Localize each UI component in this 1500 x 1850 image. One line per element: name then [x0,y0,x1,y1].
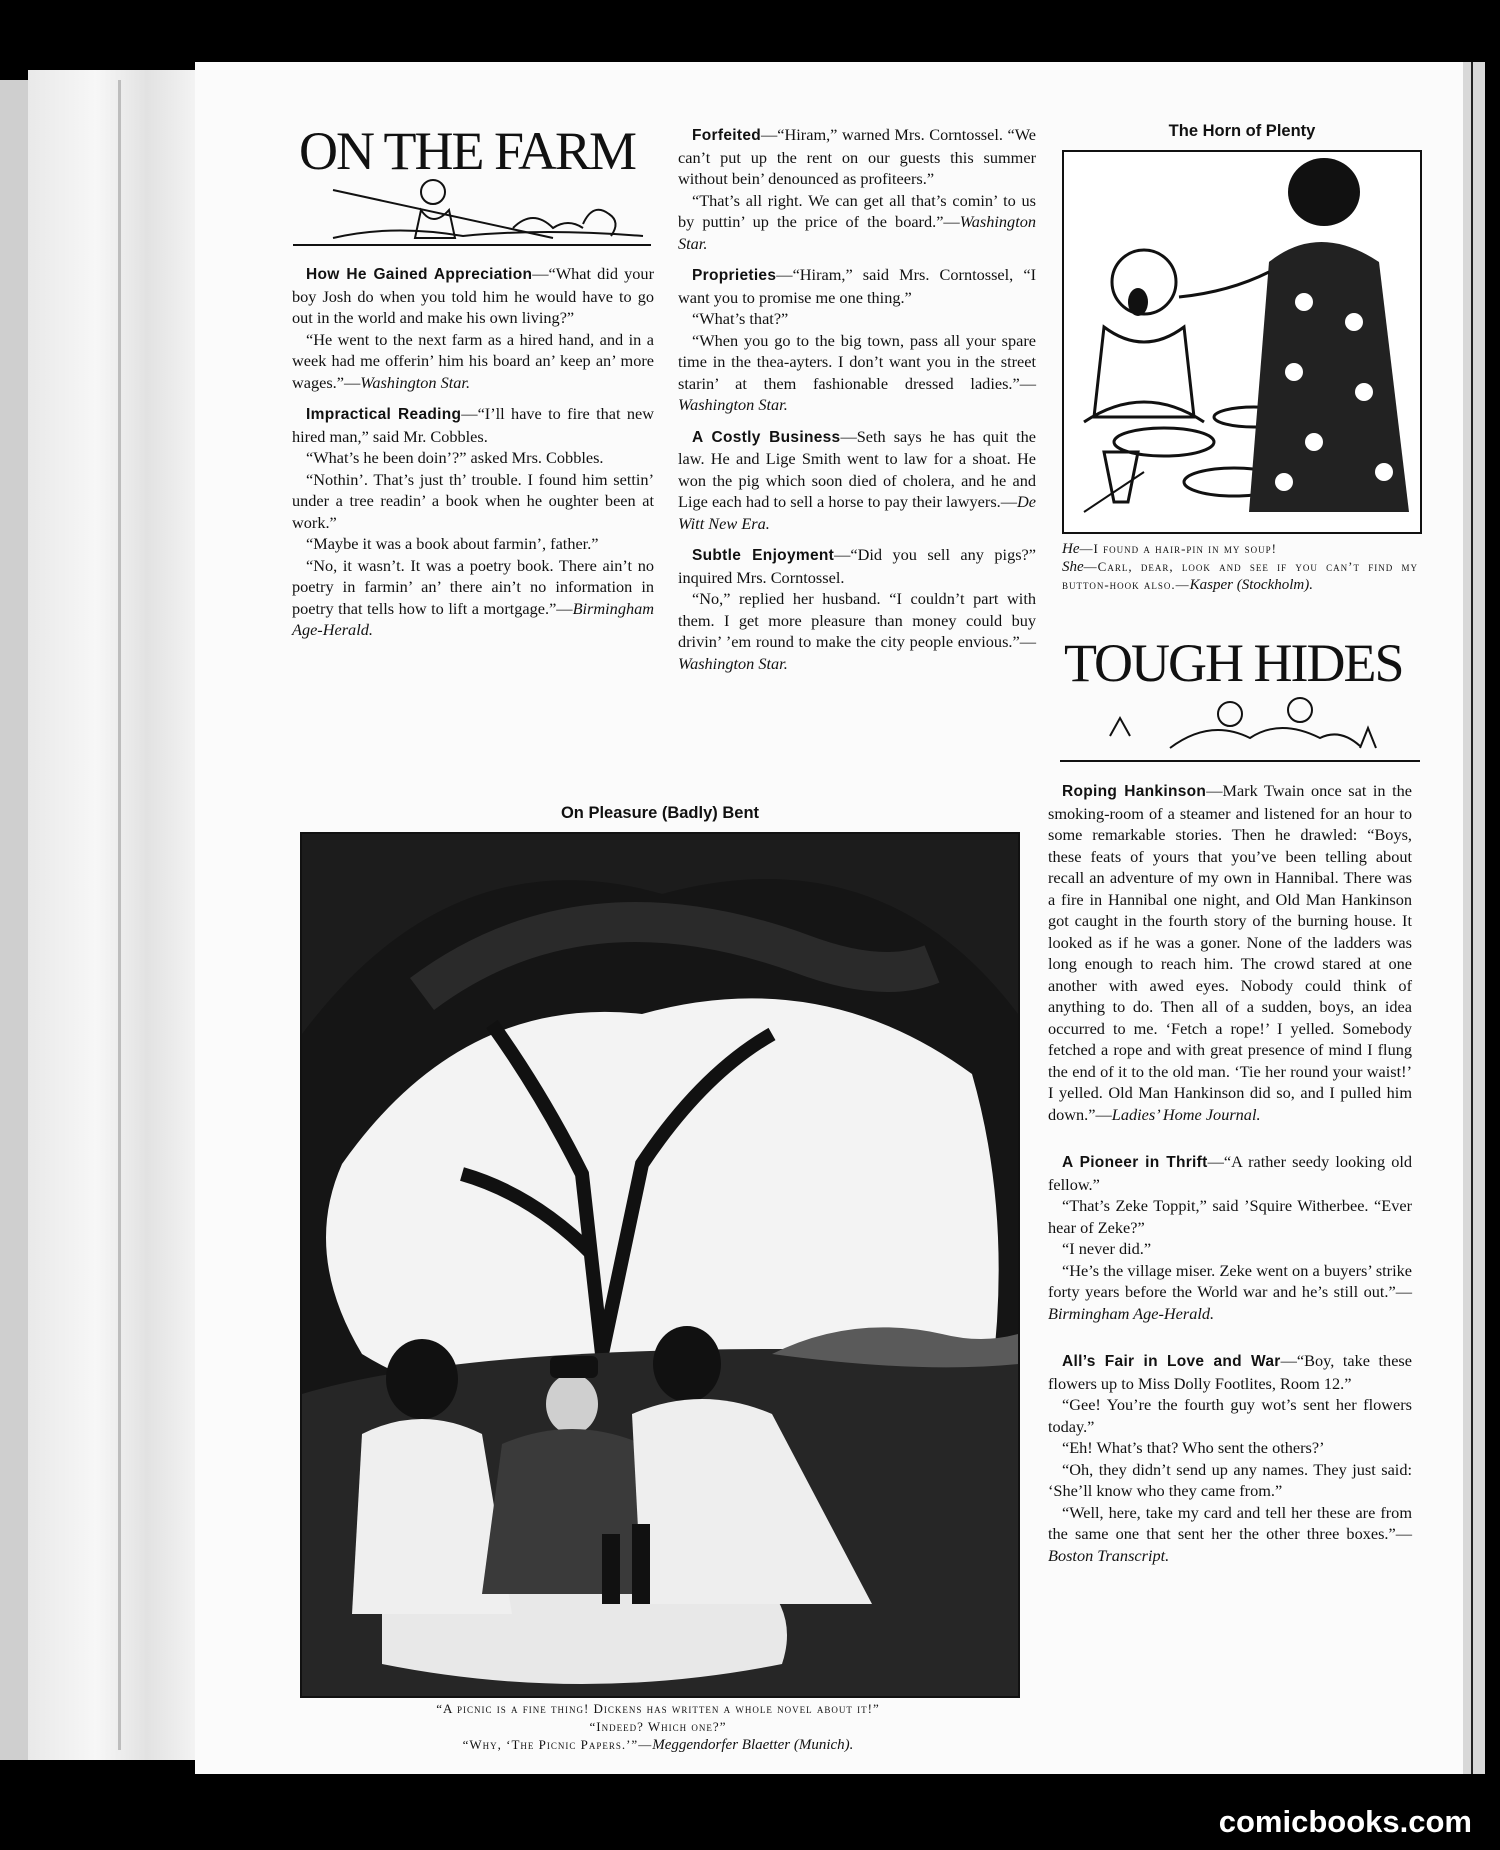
item-lead: Seth says he has quit the law. He and Lige Smith went to law for a shoat. He won the pig which soon died of cholera, and he and Lige each had to sell a horse to pay their lawyers.— [678,426,1036,511]
caption-source: Meggendorfer Blaetter (Munich). [652,1737,854,1753]
item-paragraph: “He went to the next farm as a hired hand, and in a week had me offerin’ him his board an’ keep an’ more wages.”— [292,329,654,392]
cartoon-caption [1062,540,1418,594]
item-title: Subtle Enjoyment [692,547,835,564]
item-paragraph: “Oh, they didn’t send up any names. They just said: ‘She’ll know who they came from.” [1048,1459,1412,1500]
item-paragraph: “When you go to the big town, pass all your spare time in the thea-ayters. I don’t want you in the street starin’ at them fashionable dressed ladies.”— [678,330,1036,393]
picnic-caption [300,1700,1016,1754]
caption-line: —I found a hair-pin in my soup! [1079,541,1277,556]
item-source: De Witt New Era. [678,492,1036,533]
item-source: Washington Star. [678,395,788,414]
farm-heading-art [293,120,651,246]
middle-item-4: Subtle Enjoyment—“Did you sell any pigs?” inquired Mrs. Corntossel. “No,” replied her husband. “I couldn’t part with them. I get more pleasure than money could buy drivin’ ’em round to make the city people envious.”—Washington Star. [678,545,1036,673]
item-title: A Pioneer in Thrift [1062,1154,1208,1171]
item-source: Washington Star. [678,212,1036,253]
item-paragraph: “I never did.” [1062,1239,1152,1258]
item-source: Boston Transcript. [1048,1545,1170,1565]
farm-item-1: How He Gained Appreciation—“What did your boy Josh do when you told him he would have to go out in the world and make his own living?” “He went to the next farm as a hired hand, and in a week had me offerin’ him his board an’ keep an’ more wages.”—Washington Star. [292,264,654,392]
left-edge [0,80,28,1760]
item-paragraph: “Eh! What’s that? Who sent the others?’ [1062,1438,1325,1457]
item-title: Impractical Reading [306,406,462,423]
tough-item-1: Roping Hankinson—Mark Twain once sat in the smoking-room of a steamer and listened for an hour to some remarkable stories. Then he drawled: “Boys, these feats of yours that you’ve been telling about recall an adventure of my own in Hannibal. There was a fire in Hannibal one night, and Old Man Hankinson got caught in the fourth story of the burning house. It looked as if he was a goner. None of the ladders was long enough to reach him. The crowd stared at one another with awed eyes. Nobody could think of anything to do. Then all of a sudden, boys, an idea occurred to me. ‘Fetch a rope!’ I yelled. Somebody fetched a rope and with great presence of mind I flung the end of it to the old man. ‘Tie her round your waist!’ I yelled. Old Man Hankinson did so, and I pulled him down.”—Ladies’ Home Journal. [1048,781,1412,1124]
cartoon-illustration [1064,152,1420,532]
caption-source: Kasper (Stockholm). [1189,577,1313,593]
bound-page-stack [28,70,198,1760]
tough-heading-art [1060,633,1420,762]
item-title: Proprieties [692,267,777,284]
item-lead: “Boy, take these flowers up to Miss Dolly Footlites, Room 12.” [1048,1351,1412,1393]
item-source: Washington Star. [360,372,471,392]
item-source: Washington Star. [678,653,788,673]
item-lead: “Did you sell any pigs?” inquired Mrs. Corntossel. [678,545,1036,587]
farm-illustration [293,120,651,246]
item-source: Ladies’ Home Journal. [1111,1104,1261,1124]
picnic-title: On Pleasure (Badly) Bent [560,804,760,822]
page-gutter [1463,62,1485,1774]
caption-line: “Indeed? Which one?” [589,1719,727,1734]
middle-item-2: Proprieties—“Hiram,” said Mrs. Corntossel, “I want you to promise me one thing.” “What’s that?” “When you go to the big town, pass all your spare time in the thea-ayters. I don’t want you in the street starin’ at them fashionable dressed ladies.”—Washington Star. [678,265,1036,414]
middle-item-1: Forfeited—“Hiram,” warned Mrs. Corntossel. “We can’t put up the rent on our guests this summer without bein’ denounced as profiteers.” “That’s all right. We can get all that’s comin’ to us by puttin’ up the price of the board.”—Washington Star. [678,125,1036,253]
item-paragraph: “No, it wasn’t. It was a poetry book. There ain’t no poetry in farmin’ an’ there ain’t no information in poetry that tells how to lift a mortgage.”— [292,555,654,618]
item-paragraph: “Well, here, take my card and tell her these are from the same one that sent her the other three boxes.”— [1048,1502,1412,1543]
item-paragraph: “That’s Zeke Toppit,” said ’Squire Witherbee. “Ever hear of Zeke?” [1048,1196,1412,1237]
item-paragraph: “What’s he been doin’?” asked Mrs. Cobbles. [306,448,604,467]
item-lead: “Hiram,” said Mrs. Corntossel, “I want you to promise me one thing.” [678,265,1036,307]
site-watermark: comicbooks.com [1218,1804,1472,1839]
tough-item-3: All’s Fair in Love and War—“Boy, take these flowers up to Miss Dolly Footlites, Room 12.” “Gee! You’re the fourth guy wot’s sent her flowers today.” “Eh! What’s that? Who sent the others?’ “Oh, they didn’t send up any names. They just said: ‘She’ll know who they came from.” “Well, here, take my card and tell her these are from the same one that sent her the other three boxes.”—Boston Transcript. [1048,1351,1412,1565]
caption-line: “Why, ‘The Picnic Papers.’”— [462,1737,653,1752]
tough-illustration [1060,633,1420,762]
item-source: Birmingham Age-Herald. [292,598,654,639]
item-lead: “A rather seedy looking old fellow.” [1048,1152,1412,1194]
item-paragraph: “Nothin’. That’s just th’ trouble. I found him settin’ under a tree readin’ a book when he oughter been at work.” [292,469,654,532]
item-paragraph: “That’s all right. We can get all that’s comin’ to us by puttin’ up the price of the board.”— [678,190,1036,231]
item-lead: “Hiram,” warned Mrs. Corntossel. “We can’t put up the rent on our guests this summer without bein’ denounced as profiteers.” [678,125,1036,188]
tough-heading: TOUGH HIDES [1064,633,1403,693]
item-paragraph: “Gee! You’re the fourth guy wot’s sent her flowers today.” [1048,1395,1412,1436]
item-title: All’s Fair in Love and War [1062,1353,1281,1370]
item-title: A Costly Business [692,428,841,446]
item-lead: “What did your boy Josh do when you told him he would have to go out in the world and make his own living?” [292,264,654,327]
item-paragraph: “Maybe it was a book about farmin’, father.” [306,534,599,553]
item-title: How He Gained Appreciation [306,266,533,283]
middle-column [678,124,1036,684]
middle-item-3: A Costly Business—Seth says he has quit the law. He and Lige Smith went to law for a shoat. He won the pig which soon died of cholera, and he and Lige each had to sell a horse to pay their lawyers.—De Witt New Era. [678,426,1036,533]
caption-speaker: She [1062,559,1084,575]
cartoon-frame [1062,150,1422,534]
item-source: Birmingham Age-Herald. [1048,1303,1215,1323]
item-title: Roping Hankinson [1062,783,1207,800]
item-paragraph: “No,” replied her husband. “I couldn’t part with them. I get more pleasure than money could buy drivin’ ’em round to make the city people envious.”— [678,589,1036,651]
tough-item-2: A Pioneer in Thrift—“A rather seedy looking old fellow.” “That’s Zeke Toppit,” said ’Squire Witherbee. “Ever hear of Zeke?” “I never did.” “He’s the village miser. Zeke went on a buyers’ strike forty years before the World war and he’s still out.”—Birmingham Age-Herald. [1048,1152,1412,1323]
farm-rule [293,244,651,246]
item-paragraph: “What’s that?” [692,309,789,328]
cartoon-title: The Horn of Plenty [1168,122,1316,140]
tough-rule [1060,760,1420,762]
item-paragraph: “He’s the village miser. Zeke went on a buyers’ strike forty years before the World war and he’s still out.”— [1048,1260,1412,1301]
item-title: Forfeited [692,127,762,144]
farm-column [292,263,654,651]
farm-item-2: Impractical Reading—“I’ll have to fire that new hired man,” said Mr. Cobbles. “What’s he been doin’?” asked Mrs. Cobbles. “Nothin’. That’s just th’ trouble. I found him settin’ under a tree readin’ a book when he oughter been at work.” “Maybe it was a book about farmin’, father.” “No, it wasn’t. It was a poetry book. There ain’t no poetry in farmin’ an’ there ain’t no information in poetry that tells how to lift a mortgage.”—Birmingham Age-Herald. [292,404,655,639]
item-lead: “I’ll have to fire that new hired man,” said Mr. Cobbles. [292,404,655,446]
tough-column [1048,780,1412,1576]
farm-heading: ON THE FARM [299,121,636,181]
caption-line: “A picnic is a fine thing! Dickens has written a whole novel about it!” [436,1701,880,1716]
item-lead: Mark Twain once sat in the smoking-room of a steamer and listened for an hour to some remarkable stories. Then he drawled: “Boys, these feats of yours that you’ve been telling about recall an adventure of my own in Hannibal. There was a fire in Hannibal one night, and Old Man Hankinson got caught in the fourth story of the burning house. It looked as if he was a goner. None of the ladders was long enough to reach him. The crowd stared at one another with awed eyes. Nobody could think of anything to do. Then all of a sudden, boys, an idea occurred to me. ‘Fetch a rope!’ I yelled. Somebody fetched a rope and with great presence of mind I flung the end of it to the old man. ‘Tie her round your waist!’ I yelled. Old Man Hankinson did so, and I pulled him down.”— [1048,781,1412,1124]
picnic-frame [300,832,1020,1698]
caption-speaker: He [1062,541,1080,557]
caption-line: —Carl, dear, look and see if you can’t find my button-hook also.— [1062,559,1418,592]
picnic-illustration [302,834,1018,1696]
